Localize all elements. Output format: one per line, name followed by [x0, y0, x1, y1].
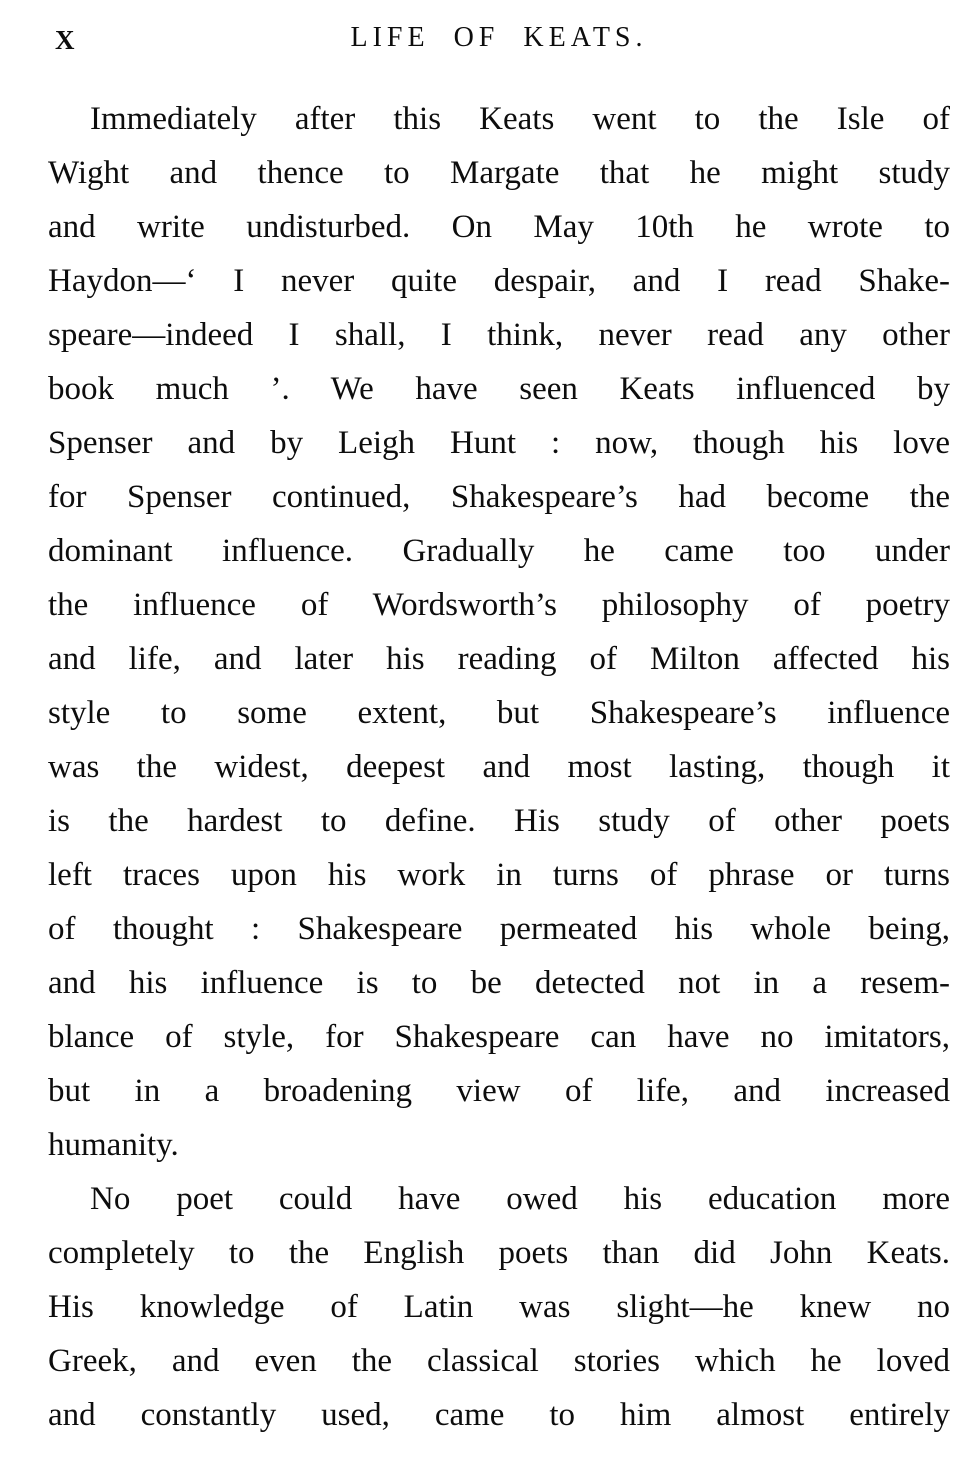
page-body [48, 92, 950, 1442]
text-line: for Spenser continued, Shakespeare’s had become the [48, 479, 950, 515]
text-line: and constantly used, came to him almost entirely [48, 1397, 950, 1433]
page-header [48, 22, 950, 58]
text-line: but in a broadening view of life, and increased [48, 1073, 950, 1109]
text-line: humanity. [48, 1127, 179, 1163]
text-line: completely to the English poets than did John Keats. [48, 1235, 950, 1271]
text-line: Greek, and even the classical stories which he loved [48, 1343, 950, 1379]
text-line: of thought : Shakespeare permeated his whole being, [48, 911, 950, 947]
text-line: Wight and thence to Margate that he might study [48, 155, 950, 191]
text-line: was the widest, deepest and most lasting, though it [48, 749, 950, 785]
text-line: and write undisturbed. On May 10th he wrote to [48, 209, 950, 245]
text-line: and life, and later his reading of Milton affected his [48, 641, 950, 677]
paragraph-1 [48, 92, 950, 1172]
text-line: the influence of Wordsworth’s philosophy of poetry [48, 587, 950, 623]
text-line: left traces upon his work in turns of phrase or turns [48, 857, 950, 893]
page-number: X [55, 25, 76, 55]
text-line: Immediately after this Keats went to the Isle of [90, 101, 950, 137]
paragraph-2 [48, 1172, 950, 1442]
text-line: speare—indeed I shall, I think, never read any other [48, 317, 950, 353]
running-title: LIFE OF KEATS. [350, 22, 648, 53]
text-line: Spenser and by Leigh Hunt : now, though his love [48, 425, 950, 461]
text-line: blance of style, for Shakespeare can have no imitators, [48, 1019, 950, 1055]
text-line: is the hardest to define. His study of other poets [48, 803, 950, 839]
text-line: book much ’. We have seen Keats influenced by [48, 371, 950, 407]
text-line: and his influence is to be detected not in a resem- [48, 965, 950, 1001]
text-line: No poet could have owed his education more [90, 1181, 950, 1217]
text-line: dominant influence. Gradually he came too under [48, 533, 950, 569]
text-line: style to some extent, but Shakespeare’s influence [48, 695, 950, 731]
text-line: Haydon—‘ I never quite despair, and I read Shake- [48, 263, 950, 299]
text-line: His knowledge of Latin was slight—he knew no [48, 1289, 950, 1325]
